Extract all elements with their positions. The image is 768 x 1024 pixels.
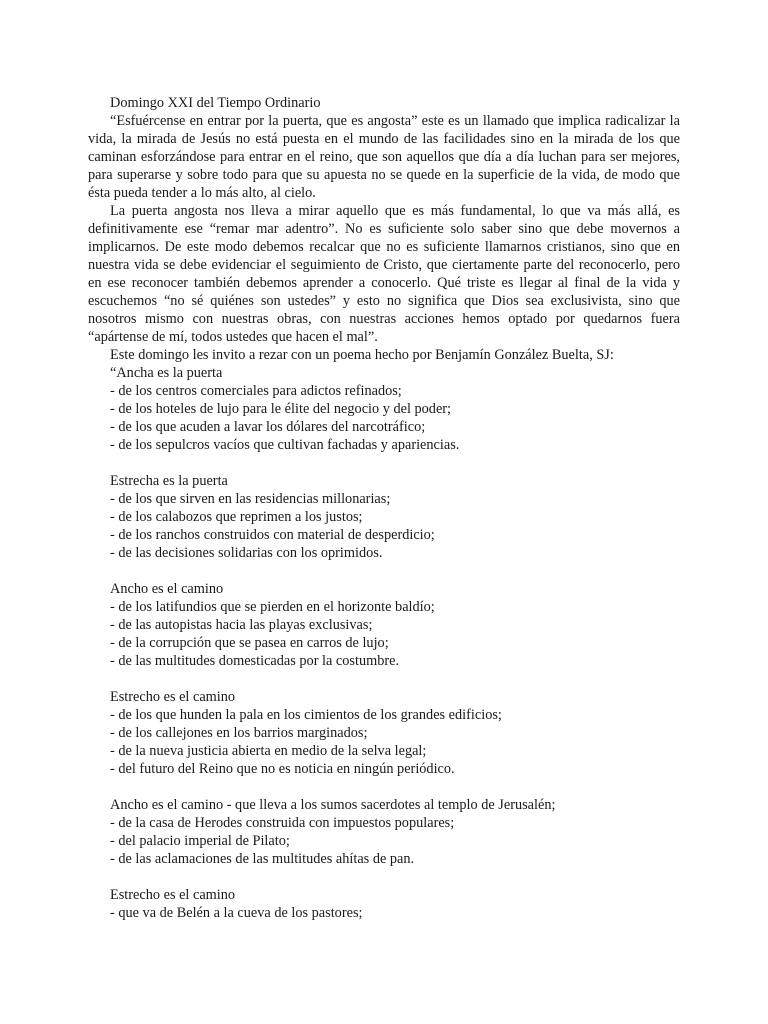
stanza-heading: Estrecho es el camino — [110, 689, 236, 705]
stanza-heading: Ancho es el camino - que lleva a los sumos sacerdotes al templo de Jerusalén; — [110, 797, 556, 813]
poem — [88, 364, 680, 922]
poem-line: - de la nueva justicia abierta en medio de la selva legal; — [110, 743, 427, 759]
poem-line: - que va de Belén a la cueva de los pastores; — [110, 905, 363, 921]
poem-line: - de los hoteles de lujo para le élite del negocio y del poder; — [110, 401, 452, 417]
poem-intro: Este domingo les invito a rezar con un poema hecho por Benjamín González Buelta, SJ: — [110, 347, 614, 363]
stanza-heading: Ancho es el camino — [110, 581, 224, 597]
poem-line: - de los callejones en los barrios marginados; — [110, 725, 368, 741]
stanza-heading: “Ancha es la puerta — [110, 365, 223, 381]
poem-stanza — [110, 472, 680, 562]
poem-line: - de los sepulcros vacíos que cultivan fachadas y apariencias. — [110, 437, 460, 453]
poem-line: - de las aclamaciones de las multitudes ahítas de pan. — [110, 851, 415, 867]
stanza-heading: Estrecho es el camino — [110, 887, 236, 903]
poem-line: - de los que sirven en las residencias millonarias; — [110, 491, 391, 507]
poem-line: - del palacio imperial de Pilato; — [110, 833, 290, 849]
stanza-heading: Estrecha es la puerta — [110, 473, 228, 489]
poem-line: - de la corrupción que se pasea en carros de lujo; — [110, 635, 389, 651]
poem-line: - de los latifundios que se pierden en el horizonte baldío; — [110, 599, 435, 615]
poem-line: - de los centros comerciales para adictos refinados; — [110, 383, 402, 399]
poem-line: - de la casa de Herodes construida con impuestos populares; — [110, 815, 455, 831]
document-title: Domingo XXI del Tiempo Ordinario — [110, 95, 321, 111]
paragraph-2: La puerta angosta nos lleva a mirar aquello que es más fundamental, lo que va más allá, es definitivamente ese “remar mar adentro”. No es suficiente solo saber sino que debe movernos a implicarnos. De este modo debemos recalcar que no es suficiente llamarnos cristianos, sino que en nuestra vida se debe evidenciar el seguimiento de Cristo, que ciertamente parte del reconocerlo, pero en ese reconocer también debemos aprender a conocerlo. Qué triste es llegar al final de la vida y escuchemos “no sé quiénes son ustedes” y esto no significa que Dios sea exclusivista, sino que nosotros mismo con nuestras obras, con nuestras acciones hemos optado por quedarnos fuera “apártense de mí, todos ustedes que hacen el mal”. — [88, 203, 680, 345]
poem-stanza — [110, 580, 680, 670]
poem-line: - de las decisiones solidarias con los oprimidos. — [110, 545, 383, 561]
poem-line: - de los calabozos que reprimen a los justos; — [110, 509, 363, 525]
poem-line: - de los que acuden a lavar los dólares del narcotráfico; — [110, 419, 426, 435]
poem-line: - del futuro del Reino que no es noticia en ningún periódico. — [110, 761, 455, 777]
paragraph-1: “Esfuércense en entrar por la puerta, que es angosta” este es un llamado que implica radicalizar la vida, la mirada de Jesús no está puesta en el mundo de las facilidades sino en la mirada de los que caminan esforzándose para entrar en el reino, que son aquellos que día a día luchan para ser mejores, para superarse y sobre todo para que su apuesta no se quede en la superficie de la vida, de modo que ésta pueda tender a lo más alto, al cielo. — [88, 113, 680, 201]
document-body — [88, 94, 680, 922]
poem-stanza — [110, 364, 680, 454]
poem-line: - de las multitudes domesticadas por la costumbre. — [110, 653, 400, 669]
poem-line: - de las autopistas hacia las playas exclusivas; — [110, 617, 373, 633]
poem-line: - de los ranchos construidos con material de desperdicio; — [110, 527, 435, 543]
poem-line: - de los que hunden la pala en los cimientos de los grandes edificios; — [110, 707, 502, 723]
poem-stanza — [110, 796, 680, 868]
poem-stanza — [110, 688, 680, 778]
poem-stanza — [110, 886, 680, 922]
